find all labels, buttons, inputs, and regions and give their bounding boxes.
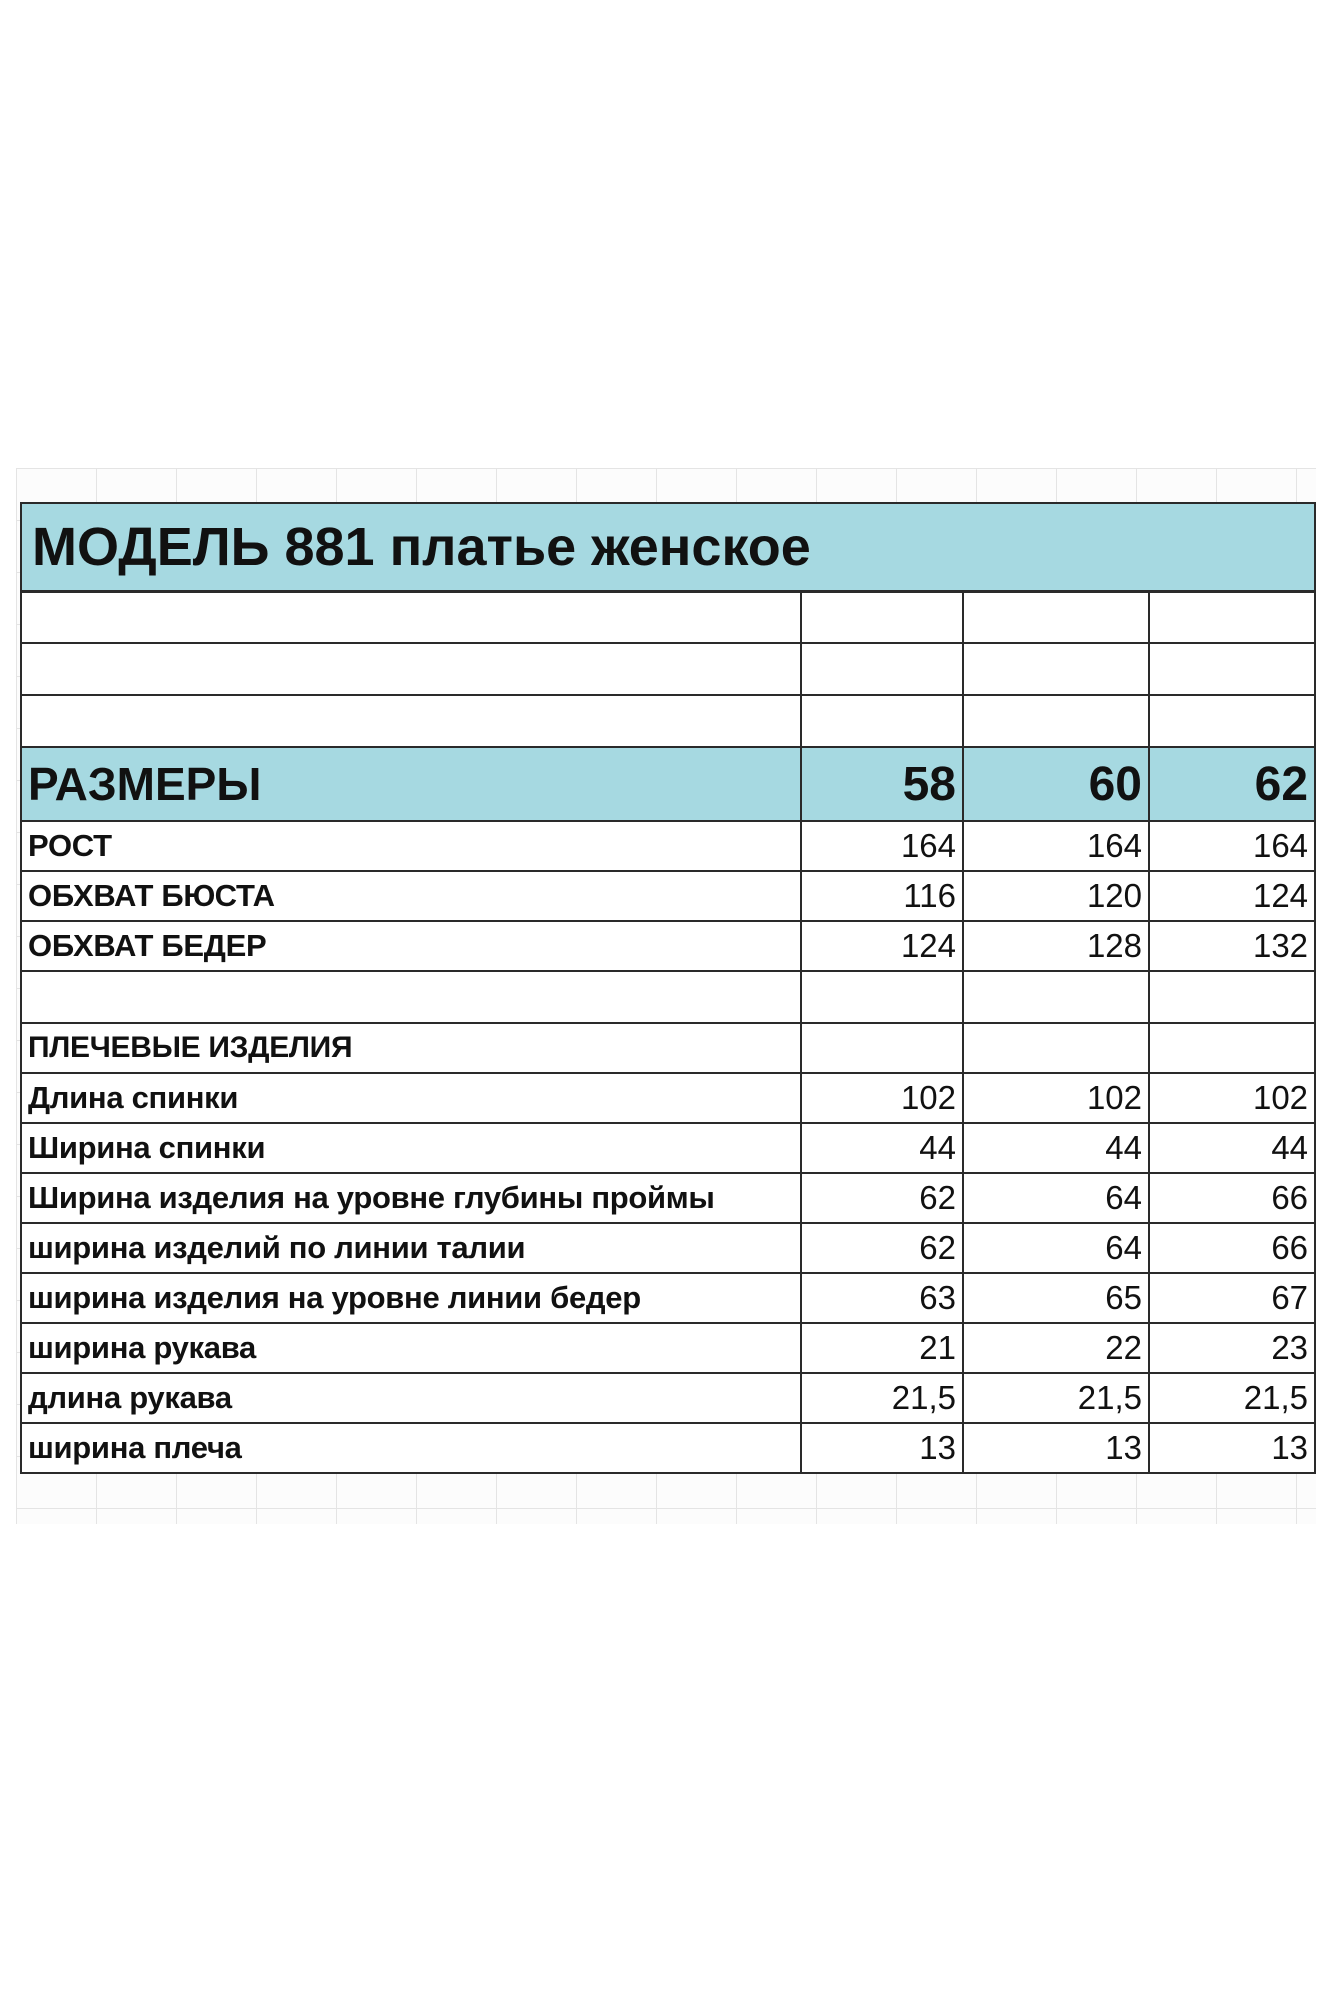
empty-row [21, 971, 1315, 1023]
value-cell: 132 [1149, 921, 1315, 971]
value-cell: 22 [963, 1323, 1149, 1373]
value-cell: 62 [801, 1223, 963, 1273]
value-cell: 66 [1149, 1223, 1315, 1273]
page-title: МОДЕЛЬ 881 платье женское [21, 503, 1315, 591]
size-header-cell: 60 [963, 747, 1149, 821]
value-cell: 116 [801, 871, 963, 921]
row-label: Ширина спинки [21, 1123, 801, 1173]
value-cell: 65 [963, 1273, 1149, 1323]
value-cell: 64 [963, 1173, 1149, 1223]
size-header-cell: 62 [1149, 747, 1315, 821]
empty-row [21, 695, 1315, 747]
row-label: Ширина изделия на уровне глубины проймы [21, 1173, 801, 1223]
row-label: ширина рукава [21, 1323, 801, 1373]
value-cell: 124 [1149, 871, 1315, 921]
value-cell: 63 [801, 1273, 963, 1323]
value-cell: 13 [963, 1423, 1149, 1473]
table-row [21, 1073, 1315, 1123]
table-row [21, 1173, 1315, 1223]
value-cell: 44 [1149, 1123, 1315, 1173]
value-cell: 164 [801, 821, 963, 871]
row-label: ширина изделий по линии талии [21, 1223, 801, 1273]
value-cell: 67 [1149, 1273, 1315, 1323]
value-cell: 21,5 [801, 1373, 963, 1423]
value-cell: 124 [801, 921, 963, 971]
value-cell: 102 [963, 1073, 1149, 1123]
row-label: Длина спинки [21, 1073, 801, 1123]
value-cell: 102 [801, 1073, 963, 1123]
value-cell: 21,5 [1149, 1373, 1315, 1423]
value-cell: 128 [963, 921, 1149, 971]
value-cell: 23 [1149, 1323, 1315, 1373]
value-cell: 44 [801, 1123, 963, 1173]
value-cell: 13 [801, 1423, 963, 1473]
row-label: ширина плеча [21, 1423, 801, 1473]
value-cell: 102 [1149, 1073, 1315, 1123]
sizes-header-row [21, 747, 1315, 821]
value-cell: 62 [801, 1173, 963, 1223]
title-row [21, 503, 1315, 591]
value-cell: 21,5 [963, 1373, 1149, 1423]
table-row [21, 871, 1315, 921]
value-cell: 164 [1149, 821, 1315, 871]
value-cell: 21 [801, 1323, 963, 1373]
row-label: ширина изделия на уровне линии бедер [21, 1273, 801, 1323]
table-row [21, 921, 1315, 971]
sizes-label: РАЗМЕРЫ [21, 747, 801, 821]
value-cell: 44 [963, 1123, 1149, 1173]
empty-row [21, 591, 1315, 643]
value-cell: 13 [1149, 1423, 1315, 1473]
size-chart-table [20, 502, 1316, 1474]
table-row [21, 1423, 1315, 1473]
size-header-cell: 58 [801, 747, 963, 821]
value-cell: 66 [1149, 1173, 1315, 1223]
section-label: ПЛЕЧЕВЫЕ ИЗДЕЛИЯ [21, 1023, 801, 1073]
value-cell: 120 [963, 871, 1149, 921]
table-row [21, 1323, 1315, 1373]
row-label: РОСТ [21, 821, 801, 871]
table-row [21, 1223, 1315, 1273]
table-row [21, 821, 1315, 871]
section-header-row [21, 1023, 1315, 1073]
row-label: ОБХВАТ БЕДЕР [21, 921, 801, 971]
value-cell: 164 [963, 821, 1149, 871]
value-cell: 64 [963, 1223, 1149, 1273]
table-row [21, 1373, 1315, 1423]
row-label: ОБХВАТ БЮСТА [21, 871, 801, 921]
empty-row [21, 643, 1315, 695]
row-label: длина рукава [21, 1373, 801, 1423]
table-row [21, 1123, 1315, 1173]
table-row [21, 1273, 1315, 1323]
